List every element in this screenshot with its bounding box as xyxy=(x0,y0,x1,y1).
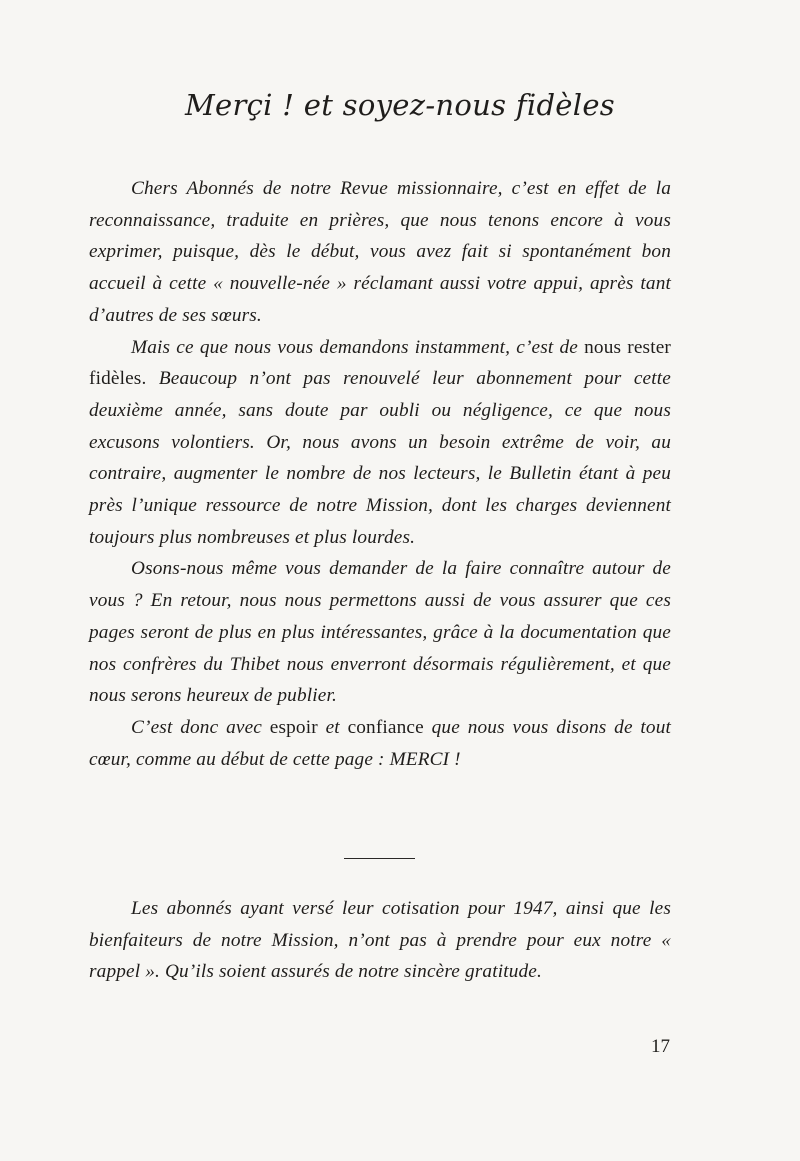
letter-body xyxy=(89,173,671,775)
paragraph-spread-word: Osons-nous même vous demander de la faire connaître autour de vous ? En retour, nous nous permettons aussi de vous assurer que ces pages seront de plus en plus intéressantes, grâce à la documentation que nos confrères du Thibet nous enverront désormais régulièrement, et que nous serons heureux de publier. xyxy=(89,558,671,707)
paragraph-closing-confidence: confiance xyxy=(347,716,424,738)
paragraph-request xyxy=(89,332,671,554)
paragraph-closing-part5: que nous vous disons de tout cœur, comme au début de cette page : MERCI ! xyxy=(89,716,672,770)
paragraph-thanks: Chers Abonnés de notre Revue missionnaire, c’est en effet de la reconnaissance, traduite en prières, que nous tenons encore à vous exprimer, puisque, dès le début, vous avez fait si spontanément bon accueil à cette « nouvelle-née » réclamant aussi votre appui, après tant d’autres de ses sœurs. xyxy=(89,178,671,326)
paragraph-closing-part3: et xyxy=(317,716,348,738)
paragraph-closing-part1: C’est donc avec xyxy=(131,716,270,738)
page-number: 17 xyxy=(651,1036,670,1057)
page-title: Merçi ! et soyez-nous fidèles xyxy=(185,88,615,122)
section-divider xyxy=(344,858,415,859)
paragraph-request-part1: Mais ce que nous vous demandons instamment, c’est de xyxy=(131,336,585,358)
note-paragraph: Les abonnés ayant versé leur cotisation pour 1947, ainsi que les bienfaiteurs de notre Mission, n’ont pas à prendre pour eux notre « rappel ». Qu’ils soient assurés de notre sincère gratitude. xyxy=(89,898,671,983)
paragraph-closing-hope: espoir xyxy=(269,716,318,738)
paragraph-request-part3: Beaucoup n’ont pas renouvelé leur abonnement pour cette deuxième année, sans doute par oubli ou négligence, ce que nous excusons volontiers. Or, nous avons un besoin extrême de voir, au contraire, augmenter le nombre de nos lecteurs, le Bulletin étant à peu près l’unique ressource de notre Mission, dont les charges deviennent toujours plus nombreuses et plus lourdes. xyxy=(89,368,671,548)
paragraph-closing xyxy=(89,712,671,775)
subscriber-note xyxy=(89,893,671,988)
paragraph-request-upright: nous rester fidèles. xyxy=(89,336,671,390)
